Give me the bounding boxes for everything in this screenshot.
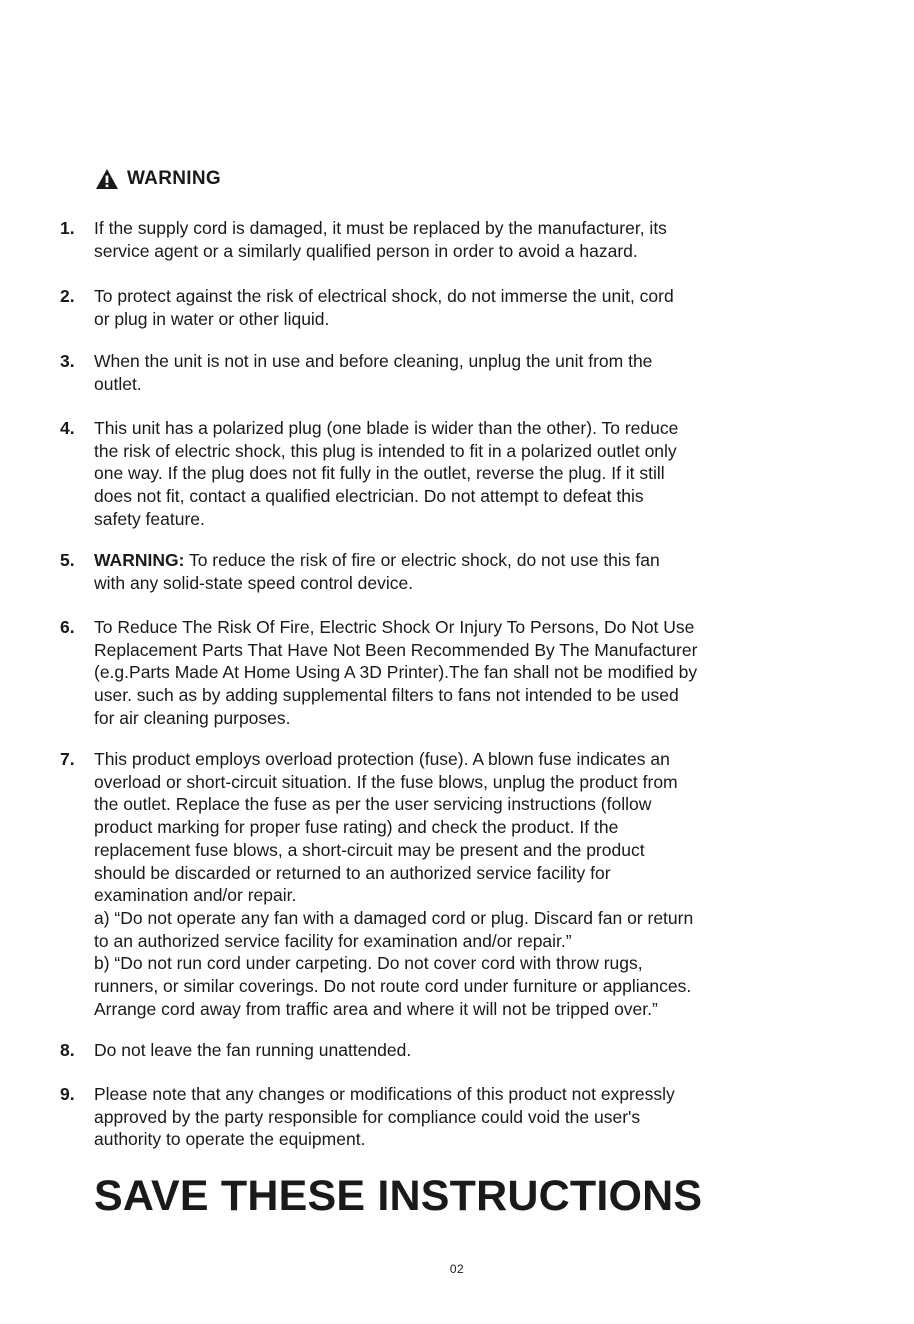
item-number: 3.	[60, 351, 75, 371]
list-item-4	[60, 417, 830, 531]
item-line: the outlet. Replace the fuse as per the user servicing instructions (follow	[94, 794, 652, 815]
item-line: does not fit, contact a qualified electrician. Do not attempt to defeat this	[94, 486, 644, 507]
item-line: b) “Do not run cord under carpeting. Do not cover cord with throw rugs,	[94, 953, 643, 974]
item-line: the risk of electric shock, this plug is intended to fit in a polarized outlet only	[94, 440, 677, 461]
item-line-rest: To reduce the risk of fire or electric shock, do not use this fan	[184, 550, 660, 570]
item-line: Replacement Parts That Have Not Been Recommended By The Manufacturer	[94, 639, 698, 660]
item-line: To Reduce The Risk Of Fire, Electric Shock Or Injury To Persons, Do Not Use	[94, 617, 695, 637]
list-item-2	[60, 285, 830, 330]
list-item-7	[60, 748, 830, 1020]
item-line: product marking for proper fuse rating) and check the product. If the	[94, 817, 619, 838]
item-line: To protect against the risk of electrical shock, do not immerse the unit, cord	[94, 286, 674, 306]
item-line: This product employs overload protection (fuse). A blown fuse indicates an	[94, 749, 670, 769]
list-item-6	[60, 616, 830, 730]
item-line: service agent or a similarly qualified person in order to avoid a hazard.	[94, 240, 638, 261]
item-number: 8.	[60, 1040, 75, 1060]
warning-lead: WARNING:	[94, 550, 185, 570]
item-line: safety feature.	[94, 508, 205, 529]
item-line: to an authorized service facility for examination and/or repair.”	[94, 930, 572, 951]
item-line	[94, 549, 830, 572]
item-text	[94, 748, 830, 1020]
item-line: replacement fuse blows, a short-circuit may be present and the product	[94, 839, 645, 860]
warning-triangle-icon	[95, 168, 119, 190]
item-text	[94, 1039, 830, 1062]
item-line: for air cleaning purposes.	[94, 707, 291, 728]
page-number: 02	[449, 1262, 465, 1276]
item-line: Arrange cord away from traffic area and where it will not be tripped over.”	[94, 998, 658, 1019]
warning-title: WARNING	[127, 168, 221, 189]
item-line: examination and/or repair.	[94, 885, 297, 906]
save-instructions-title: SAVE THESE INSTRUCTIONS	[94, 1172, 703, 1220]
item-text	[94, 1083, 830, 1151]
item-text	[94, 285, 830, 330]
item-line: runners, or similar coverings. Do not route cord under furniture or appliances.	[94, 976, 692, 997]
item-line: (e.g.Parts Made At Home Using A 3D Printer).The fan shall not be modified by	[94, 662, 698, 683]
item-line: authority to operate the equipment.	[94, 1129, 366, 1150]
item-line: When the unit is not in use and before cleaning, unplug the unit from the	[94, 351, 653, 371]
item-text	[94, 616, 830, 730]
item-number: 6.	[60, 617, 75, 637]
item-number: 1.	[60, 218, 75, 238]
item-line: a) “Do not operate any fan with a damaged cord or plug. Discard fan or return	[94, 907, 694, 928]
item-number: 2.	[60, 286, 75, 306]
item-line: If the supply cord is damaged, it must be replaced by the manufacturer, its	[94, 218, 667, 238]
item-line: Please note that any changes or modifications of this product not expressly	[94, 1084, 675, 1104]
item-line: outlet.	[94, 373, 142, 394]
item-line: approved by the party responsible for compliance could void the user's	[94, 1106, 641, 1127]
list-item-3	[60, 350, 830, 395]
item-line: user. such as by adding supplemental filters to fans not intended to be used	[94, 685, 679, 706]
item-number: 4.	[60, 418, 75, 438]
item-line: This unit has a polarized plug (one blade is wider than the other). To reduce	[94, 418, 679, 438]
item-line: overload or short-circuit situation. If the fuse blows, unplug the product from	[94, 771, 678, 792]
item-line: Do not leave the fan running unattended.	[94, 1040, 412, 1060]
item-line: with any solid-state speed control device.	[94, 572, 414, 593]
list-item-8	[60, 1039, 830, 1062]
item-text	[94, 217, 830, 262]
item-line: one way. If the plug does not fit fully in the outlet, reverse the plug. If it still	[94, 463, 665, 484]
item-number: 7.	[60, 749, 75, 769]
item-text	[94, 549, 830, 594]
item-text	[94, 417, 830, 531]
list-item-9	[60, 1083, 830, 1151]
item-text	[94, 350, 830, 395]
warning-header	[95, 168, 221, 190]
item-number: 9.	[60, 1084, 75, 1104]
item-line: or plug in water or other liquid.	[94, 308, 330, 329]
list-item-1	[60, 217, 830, 262]
item-number: 5.	[60, 550, 75, 570]
list-item-5	[60, 549, 830, 594]
item-line: should be discarded or returned to an authorized service facility for	[94, 862, 611, 883]
